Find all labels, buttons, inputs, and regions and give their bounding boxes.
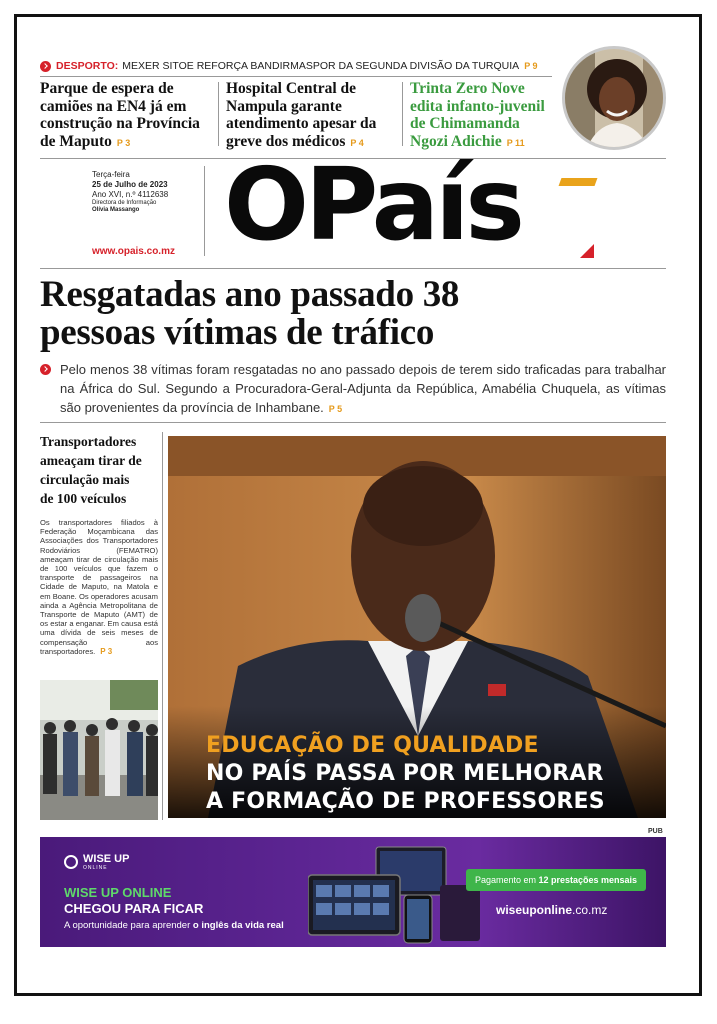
side-story-title[interactable]: Transportadores ameaçam tirar de circulação mais de 100 veículos bbox=[40, 434, 142, 506]
top-story-nampula-hospital[interactable]: Hospital Central de Nampula garante atendimento apesar da greve dos médicos P 4 bbox=[226, 80, 377, 150]
main-photo-caption: EDUCAÇÃO DE QUALIDADE NO PAÍS PASSA POR MELHORAR A FORMAÇÃO DE PROFESSORES bbox=[206, 733, 605, 814]
weekday: Terça-feira bbox=[92, 170, 130, 179]
divider bbox=[218, 82, 219, 146]
ad-line-3: A oportunidade para aprender o inglês da vida real bbox=[64, 920, 284, 931]
edition-number: Ano XVI, n.º 4112638 bbox=[92, 190, 169, 199]
arrow-bullet-icon bbox=[40, 364, 51, 375]
ad-line-1: WISE UP ONLINE bbox=[64, 885, 172, 900]
issue-date: 25 de Julho de 2023 bbox=[92, 180, 168, 189]
divider bbox=[40, 268, 666, 269]
side-story-body: Os transportadores filiados à Federação Moçambicana das Associações dos Transportadores Rodoviários (FEMATRO) ameaçam tirar de circulação mais de 100 veículos que fazem o transporte de passageiros na Cidade de Maputo, na Matola e em Boane. Os operadores acusam ainda a Agência Metropolitana de Transporte de Maputo (AMT) de os estar a enganar. Em causa está uma dívida de seis meses de compensação aos transportadores. P 3 bbox=[40, 518, 158, 656]
page-ref: P 3 bbox=[100, 646, 113, 656]
director-name: Olívia Massango bbox=[92, 207, 140, 213]
divider bbox=[40, 76, 552, 77]
wiseup-logo-icon bbox=[64, 855, 78, 869]
director-role: Directora de Informação bbox=[92, 200, 157, 206]
top-story-adichie[interactable]: Trinta Zero Nove edita infanto-juvenil de Chimamanda Ngozi Adichie P 11 bbox=[410, 80, 545, 150]
devices-illustration bbox=[308, 845, 488, 945]
top-story-truck-park[interactable]: Parque de espera de camiões na EN4 já em construção na Província de Maputo P 3 bbox=[40, 80, 200, 150]
main-headline[interactable]: Resgatadas ano passado 38 pessoas vítimas de tráfico bbox=[40, 274, 460, 353]
author-portrait[interactable] bbox=[562, 46, 666, 150]
arrow-bullet-icon bbox=[40, 61, 51, 72]
payment-plan-pill[interactable]: Pagamento em 12 prestações mensais bbox=[466, 869, 646, 891]
teaser-text: MEXER SITOE REFORÇA BANDIRMASPOR DA SEGUNDA DIVISÃO DA TURQUIA bbox=[122, 60, 520, 72]
page-ref: P 11 bbox=[506, 137, 525, 148]
divider bbox=[162, 432, 163, 820]
headline-lead bbox=[40, 360, 666, 419]
wiseup-advert[interactable] bbox=[40, 837, 666, 947]
page-ref: P 4 bbox=[350, 137, 364, 148]
divider bbox=[204, 166, 205, 256]
masthead-logo[interactable] bbox=[224, 146, 604, 263]
logo-corner-mark bbox=[580, 244, 594, 258]
teaser-category: DESPORTO: bbox=[56, 60, 119, 72]
lead-text: Pelo menos 38 vítimas foram resgatadas no ano passado depois de terem sido traficadas para trabalhar na África do Sul. Segundo a Procuradora-Geral-Adjunta da República, Amabélia Chuquela, as vítimas são provenientes da província de Inhambane. bbox=[60, 362, 666, 415]
divider bbox=[40, 422, 666, 423]
ad-line-2: CHEGOU PARA FICAR bbox=[64, 901, 204, 916]
logo-accent-mark bbox=[559, 178, 598, 186]
page-ref: P 3 bbox=[116, 137, 131, 148]
divider bbox=[402, 82, 403, 146]
transport-crowd-photo[interactable] bbox=[40, 680, 158, 820]
website-link[interactable]: www.opais.co.mz bbox=[92, 246, 175, 257]
edition-info bbox=[92, 170, 222, 214]
sports-teaser[interactable] bbox=[40, 58, 550, 74]
page-ref: P 5 bbox=[328, 404, 343, 414]
teaser-page-ref: P 9 bbox=[524, 61, 538, 71]
ad-website-link[interactable]: wiseuponline.co.mz bbox=[496, 903, 608, 917]
logo-text: OPaís bbox=[224, 146, 521, 263]
ad-label: PUB bbox=[648, 828, 663, 835]
ad-brand: WISE UP ONLINE bbox=[64, 853, 129, 871]
